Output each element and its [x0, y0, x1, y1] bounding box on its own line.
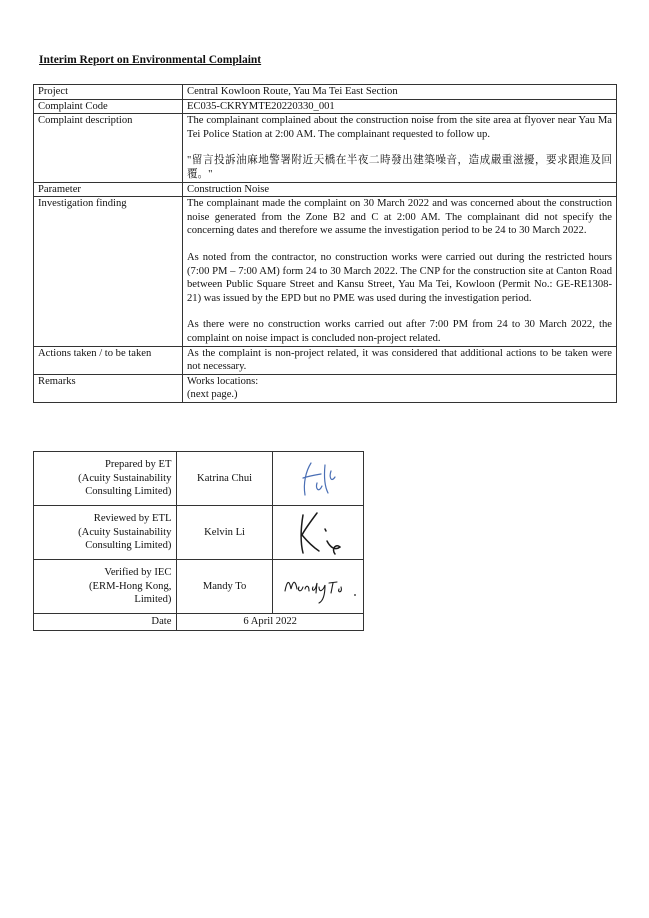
complaint-code-label: Complaint Code	[34, 99, 183, 114]
project-label: Project	[34, 85, 183, 100]
signoff-row-verified	[34, 560, 364, 614]
date-value: 6 April 2022	[177, 614, 364, 631]
prepared-role-line-2: (Acuity Sustainability	[78, 472, 172, 484]
prepared-signature-image	[273, 453, 363, 504]
page-title: Interim Report on Environmental Complaint	[39, 54, 262, 66]
complaint-description-label: Complaint description	[34, 114, 183, 182]
table-row-parameter	[34, 182, 617, 197]
remarks-line-1: Works locations:	[187, 375, 259, 387]
table-row-complaint-code	[34, 99, 617, 114]
investigation-finding-value	[183, 197, 617, 346]
date-label: Date	[34, 614, 177, 631]
reviewed-signature	[272, 506, 363, 560]
reviewed-role-line-3: Consulting Limited)	[85, 540, 172, 552]
verified-role-line-1: Verified by IEC	[104, 567, 172, 579]
verified-role-line-3: Limited)	[134, 594, 172, 606]
verified-signature-image	[273, 561, 363, 612]
remarks-line-2: (next page.)	[187, 389, 238, 401]
prepared-role	[34, 452, 177, 506]
prepared-name: Katrina Chui	[177, 452, 272, 506]
complaint-table	[33, 84, 617, 403]
actions-taken-label: Actions taken / to be taken	[34, 346, 183, 374]
complaint-description-value	[183, 114, 617, 182]
verified-signature	[272, 560, 363, 614]
signoff-row-reviewed	[34, 506, 364, 560]
reviewed-signature-image	[273, 507, 363, 558]
remarks-value	[183, 374, 617, 402]
project-value: Central Kowloon Route, Yau Ma Tei East Section	[183, 85, 617, 100]
investigation-paragraph-1: The complainant made the complaint on 30 March 2022 and was concerned about the construction noise generated from the Zone B2 and C at 2:00 AM. The complainant did not specify the concerning dates and therefore we assume the investigation period to be 24 to 30 March 2022.	[187, 198, 612, 237]
verified-role-line-2: (ERM-Hong Kong,	[89, 580, 172, 592]
reviewed-role-line-2: (Acuity Sustainability	[78, 526, 172, 538]
signoff-row-prepared	[34, 452, 364, 506]
investigation-paragraph-2: As noted from the contractor, no construction works were carried out during the restricted hours (7:00 PM – 7:00 AM) form 24 to 30 March 2022. The CNP for the construction site at Canton Road between Public Square Street and Kansu Street, Yau Ma Tei, Kowloon (Permit No.: GE-RE1308-21) was issued by the EPD but no PME was used during the investigation period.	[187, 251, 612, 304]
table-row-complaint-description	[34, 114, 617, 182]
parameter-label: Parameter	[34, 182, 183, 197]
table-row-project	[34, 85, 617, 100]
parameter-value: Construction Noise	[183, 182, 617, 197]
prepared-role-line-1: Prepared by ET	[104, 459, 172, 471]
signoff-row-date	[34, 614, 364, 631]
table-row-investigation-finding	[34, 197, 617, 346]
prepared-role-line-3: Consulting Limited)	[85, 486, 172, 498]
table-row-actions-taken	[34, 346, 617, 374]
reviewed-role-line-1: Reviewed by ETL	[93, 513, 172, 525]
prepared-signature	[272, 452, 363, 506]
reviewed-name: Kelvin Li	[177, 506, 272, 560]
investigation-paragraph-3: As there were no construction works carried out after 7:00 PM from 24 to 30 March 2022, the complaint on noise impact is concluded non-project related.	[187, 319, 612, 344]
complaint-code-value: EC035-CKRYMTE20220330_001	[183, 99, 617, 114]
verified-role	[34, 560, 177, 614]
remarks-label: Remarks	[34, 374, 183, 402]
complaint-description-chinese: "留言投訴油麻地警署附近天橋在半夜二時發出建築噪音，造成嚴重滋擾，要求跟進及回覆。"	[187, 155, 612, 180]
table-row-remarks	[34, 374, 617, 402]
actions-taken-value: As the complaint is non-project related, it was considered that additional actions to be taken were not necessary.	[183, 346, 617, 374]
verified-name: Mandy To	[177, 560, 272, 614]
reviewed-role	[34, 506, 177, 560]
investigation-finding-label: Investigation finding	[34, 197, 183, 346]
signoff-table	[33, 451, 364, 631]
complaint-description-english: The complainant complained about the construction noise from the site area at flyover near Yau Ma Tei Police Station at 2:00 AM. The complainant requested to follow up.	[187, 115, 612, 140]
